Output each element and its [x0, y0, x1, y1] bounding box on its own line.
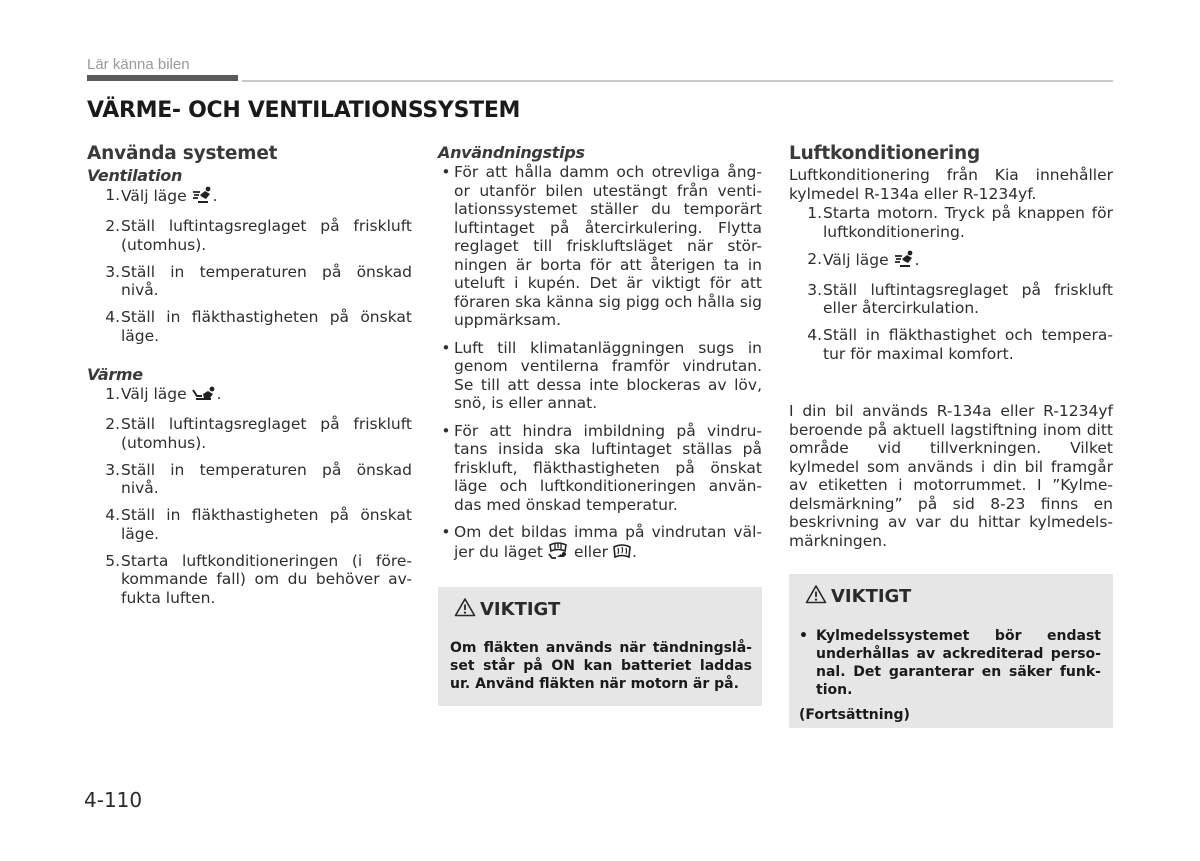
warning-triangle-icon: [805, 584, 827, 609]
list-item: • För att hålla damm och otrevliga ång-or utanför bilen utestängt från venti-lationssystemet ställer du temporärt luftintaget på återcirkulering. Flytta reglaget till friskluftsläget när stör-ningen är borta för att återigen ta in uteluft i kupén. Det är viktigt för att föraren ska känna sig pigg och hålla sig uppmärksam.: [441, 163, 762, 329]
continued-label: (Fortsättning): [799, 707, 910, 723]
chapter-label: Lär känna bilen: [87, 56, 190, 73]
list-item: 1. Starta motorn. Tryck på knappen för luftkonditionering.: [807, 204, 1113, 241]
list-item: • Luft till klimatanläggningen sugs in genom ventilerna framför vindrutan. Se till att dessa inte blockeras av löv, snö, is eller annat.: [441, 338, 762, 412]
column-usage-tips: [438, 143, 762, 573]
list-item: 3. Ställ in temperaturen på önskad nivå.: [105, 460, 412, 497]
list-item: 2. Välj läge .: [789, 250, 1113, 273]
subheading-ventilation: Ventilation: [87, 166, 183, 185]
subheading-usage-tips: Användningstips: [438, 143, 585, 162]
list-item: 5. Starta luftkonditioneringen (i före-kommande fall) om du behöver av-fukta luften.: [105, 551, 412, 607]
face-vent-mode-icon: [893, 250, 915, 273]
subheading-heating: Värme: [87, 365, 143, 384]
list-item: 1. Välj läge .: [87, 186, 412, 209]
list-item: 3. Ställ luftintagsreglaget på friskluft eller återcirkulation.: [807, 280, 1113, 317]
page-number: 4-110: [84, 788, 143, 812]
column-air-conditioning: [789, 142, 1113, 372]
list-item: 1. Välj läge .: [87, 385, 412, 407]
ventilation-steps: [87, 186, 412, 345]
warning-box-fan: [438, 587, 762, 706]
list-item: 3. Ställ in temperaturen på önskad nivå.: [105, 262, 412, 299]
floor-vent-mode-icon: [191, 386, 217, 407]
heating-steps: [87, 385, 412, 607]
warning-title: VIKTIGT: [831, 586, 912, 607]
page-title: VÄRME- OCH VENTILATIONSSYSTEM: [87, 98, 521, 123]
column-using-system: [87, 142, 412, 616]
defrost-icon: [612, 544, 632, 565]
face-vent-mode-icon: [191, 186, 213, 209]
list-item: 2. Ställ luftintagsreglaget på friskluft (utomhus).: [105, 415, 412, 452]
section-title-using-system: Använda systemet: [87, 143, 278, 164]
section-title-air-conditioning: Luftkonditionering: [789, 143, 981, 164]
list-item: 2. Ställ luftintagsreglaget på friskluft (utomhus).: [105, 217, 412, 254]
intro-paragraph: Luftkonditionering från Kia innehåller kylmedel R-134a eller R-1234yf.: [789, 166, 1113, 203]
warning-bullet: • Kylmedelssystemet bör endast underhållas av ackrediterad perso-nal. Det garanterar en säker funk-tion.: [799, 628, 1101, 698]
header-divider-dark: [87, 75, 238, 81]
defrost-floor-mode-icon: [547, 542, 569, 565]
warning-title: VIKTIGT: [480, 599, 561, 620]
warning-triangle-icon: [454, 597, 476, 622]
warning-box-refrigerant: [789, 574, 1113, 728]
list-item: • Om det bildas imma på vindrutan väl-jer du läget eller .: [438, 523, 762, 564]
header-divider-light: [242, 80, 1113, 82]
list-item: 4. Ställ in fläkthastigheten på önskat läge.: [105, 506, 412, 543]
warning-text: Om fläkten används när tändningslå-set står på ON kan batteriet laddas ur. Använd fläkten när motorn är på.: [450, 640, 752, 692]
usage-tips-list: [438, 163, 762, 564]
list-item: • För att hindra imbildning på vindru-tans insida ska luftintaget ställas på friskluft, fläkthastigheten på önskat läge och luftkonditioneringen använ-das med önskad temperatur.: [441, 421, 762, 514]
refrigerant-paragraph: I din bil används R-134a eller R-1234yf beroende på aktuell lagstiftning inom ditt område vid tillverkningen. Vilket kylmedel som används i din bil framgår av etiketten i motorrummet. I ”Kylme-delsmärkning” på sid 8-23 finns en beskrivning av var du hittar kylmedels-märkningen.: [789, 402, 1113, 550]
list-item: 4. Ställ in fläkthastighet och tempera-tur för maximal komfort.: [807, 326, 1113, 363]
ac-steps: [789, 204, 1113, 363]
list-item: 4. Ställ in fläkthastigheten på önskat läge.: [105, 308, 412, 345]
